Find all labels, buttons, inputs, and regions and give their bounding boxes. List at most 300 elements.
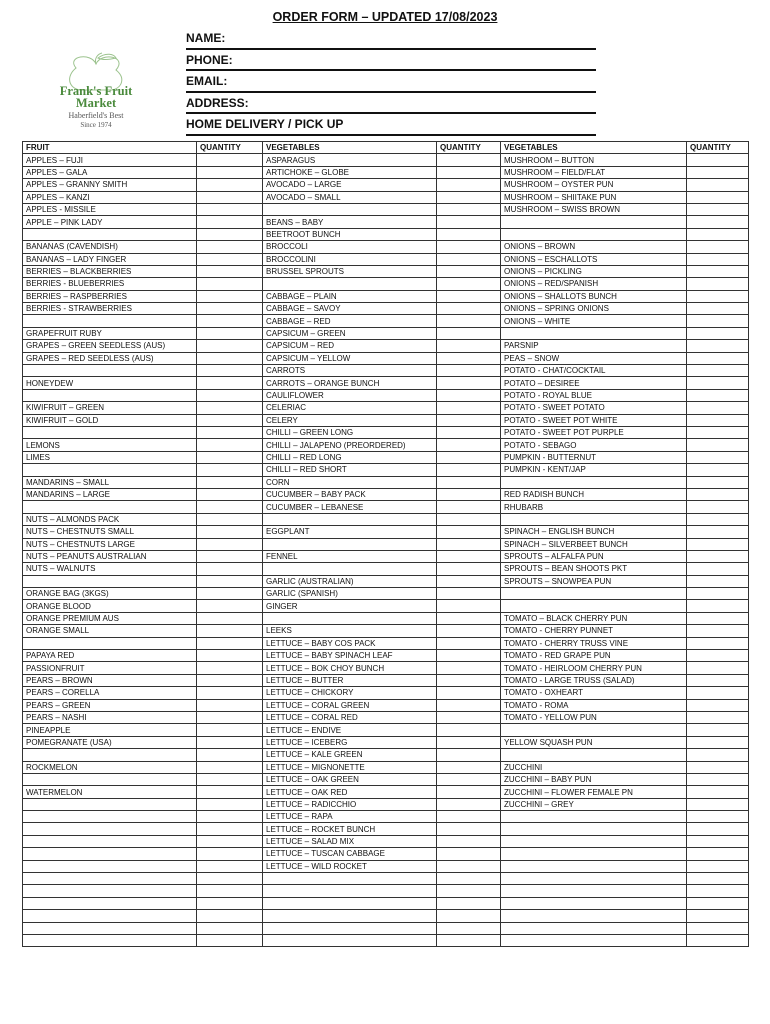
- quantity-cell[interactable]: [687, 303, 749, 315]
- quantity-cell[interactable]: [687, 860, 749, 872]
- vegetable-item: ONIONS – BROWN: [501, 241, 687, 253]
- quantity-cell[interactable]: [687, 154, 749, 166]
- quantity-cell[interactable]: [687, 402, 749, 414]
- quantity-cell[interactable]: [437, 327, 501, 339]
- vegetable-item: BEANS – BABY: [263, 216, 437, 228]
- quantity-cell[interactable]: [197, 922, 263, 934]
- quantity-cell[interactable]: [197, 303, 263, 315]
- quantity-cell[interactable]: [687, 600, 749, 612]
- vegetable-item: LETTUCE – BOK CHOY BUNCH: [263, 662, 437, 674]
- table-row: [23, 265, 749, 277]
- quantity-cell[interactable]: [437, 228, 501, 240]
- table-row: [23, 860, 749, 872]
- quantity-cell[interactable]: [437, 290, 501, 302]
- vegetable-item: [501, 860, 687, 872]
- quantity-cell[interactable]: [197, 687, 263, 699]
- quantity-cell[interactable]: [687, 922, 749, 934]
- fruit-item: APPLES - MISSILE: [23, 203, 197, 215]
- fruit-item: MANDARINS – LARGE: [23, 488, 197, 500]
- quantity-cell[interactable]: [687, 414, 749, 426]
- quantity-cell[interactable]: [687, 848, 749, 860]
- fruit-item: APPLE – PINK LADY: [23, 216, 197, 228]
- quantity-cell[interactable]: [197, 662, 263, 674]
- quantity-cell[interactable]: [437, 600, 501, 612]
- vegetable-item: [501, 476, 687, 488]
- quantity-cell[interactable]: [197, 786, 263, 798]
- quantity-cell[interactable]: [197, 835, 263, 847]
- quantity-cell[interactable]: [437, 513, 501, 525]
- quantity-cell[interactable]: [197, 402, 263, 414]
- quantity-cell[interactable]: [437, 873, 501, 885]
- vegetable-item: BROCCOLINI: [263, 253, 437, 265]
- quantity-cell[interactable]: [197, 389, 263, 401]
- quantity-cell[interactable]: [437, 699, 501, 711]
- quantity-cell[interactable]: [197, 377, 263, 389]
- fruit-header: FRUIT: [23, 142, 197, 154]
- table-row: [23, 389, 749, 401]
- quantity-cell[interactable]: [437, 662, 501, 674]
- quantity-cell[interactable]: [687, 389, 749, 401]
- vegetable-item: LETTUCE – CHICKORY: [263, 687, 437, 699]
- vegetable-item: ZUCCHINI: [501, 761, 687, 773]
- quantity-cell[interactable]: [437, 811, 501, 823]
- fruit-item: [23, 389, 197, 401]
- vegetable-item: LETTUCE – RAPA: [263, 811, 437, 823]
- quantity-cell[interactable]: [687, 278, 749, 290]
- quantity-cell[interactable]: [197, 166, 263, 178]
- quantity-cell[interactable]: [197, 773, 263, 785]
- quantity-cell[interactable]: [197, 650, 263, 662]
- quantity-cell[interactable]: [437, 550, 501, 562]
- quantity-cell[interactable]: [197, 563, 263, 575]
- table-row: [23, 228, 749, 240]
- fruit-item: [23, 873, 197, 885]
- quantity-cell[interactable]: [197, 526, 263, 538]
- quantity-cell[interactable]: [437, 835, 501, 847]
- quantity-cell[interactable]: [687, 352, 749, 364]
- quantity-cell[interactable]: [687, 588, 749, 600]
- quantity-cell[interactable]: [687, 340, 749, 352]
- quantity-cell[interactable]: [197, 699, 263, 711]
- quantity-cell[interactable]: [197, 191, 263, 203]
- quantity-cell[interactable]: [437, 575, 501, 587]
- quantity-cell[interactable]: [197, 501, 263, 513]
- quantity-cell[interactable]: [197, 637, 263, 649]
- quantity-cell[interactable]: [687, 935, 749, 947]
- quantity-cell[interactable]: [687, 699, 749, 711]
- vegetable-item: LETTUCE – CORAL RED: [263, 711, 437, 723]
- quantity-cell[interactable]: [197, 488, 263, 500]
- quantity-cell[interactable]: [687, 538, 749, 550]
- quantity-cell[interactable]: [437, 526, 501, 538]
- quantity-cell[interactable]: [197, 811, 263, 823]
- phone-field[interactable]: PHONE:: [186, 50, 596, 72]
- quantity-cell[interactable]: [197, 823, 263, 835]
- quantity-cell[interactable]: [437, 377, 501, 389]
- quantity-cell[interactable]: [687, 179, 749, 191]
- vegetable-item: CABBAGE – PLAIN: [263, 290, 437, 302]
- quantity-cell[interactable]: [437, 389, 501, 401]
- vegetable-item: RHUBARB: [501, 501, 687, 513]
- quantity-cell[interactable]: [687, 873, 749, 885]
- quantity-cell[interactable]: [687, 526, 749, 538]
- fruit-item: [23, 848, 197, 860]
- quantity-cell[interactable]: [197, 327, 263, 339]
- vegetable-item: GINGER: [263, 600, 437, 612]
- email-field[interactable]: EMAIL:: [186, 71, 596, 93]
- name-field[interactable]: NAME:: [186, 28, 596, 50]
- quantity-cell[interactable]: [437, 439, 501, 451]
- fruit-item: [23, 315, 197, 327]
- quantity-cell[interactable]: [687, 674, 749, 686]
- vegetable-item: [501, 327, 687, 339]
- quantity-cell[interactable]: [687, 724, 749, 736]
- quantity-cell[interactable]: [197, 848, 263, 860]
- table-row: [23, 538, 749, 550]
- vegetable-item: POTATO - SWEET POT PURPLE: [501, 426, 687, 438]
- quantity-cell[interactable]: [197, 873, 263, 885]
- quantity-cell[interactable]: [197, 612, 263, 624]
- quantity-cell[interactable]: [687, 426, 749, 438]
- quantity-cell[interactable]: [687, 476, 749, 488]
- vegetable-item: [263, 873, 437, 885]
- vegetable-item: YELLOW SQUASH PUN: [501, 736, 687, 748]
- quantity-cell[interactable]: [197, 265, 263, 277]
- header-row: [23, 142, 749, 154]
- quantity-cell[interactable]: [687, 761, 749, 773]
- quantity-cell[interactable]: [687, 315, 749, 327]
- quantity-cell[interactable]: [197, 538, 263, 550]
- quantity-cell[interactable]: [437, 203, 501, 215]
- vegetables-header: VEGETABLES: [263, 142, 437, 154]
- fruit-item: [23, 749, 197, 761]
- quantity-cell[interactable]: [687, 365, 749, 377]
- vegetable-item: ONIONS – ESCHALLOTS: [501, 253, 687, 265]
- quantity-cell[interactable]: [197, 513, 263, 525]
- quantity-cell[interactable]: [437, 365, 501, 377]
- vegetable-item: [501, 835, 687, 847]
- quantity-cell[interactable]: [437, 922, 501, 934]
- quantity-cell[interactable]: [687, 451, 749, 463]
- quantity-cell[interactable]: [197, 736, 263, 748]
- quantity-cell[interactable]: [437, 823, 501, 835]
- vegetable-item: LETTUCE – CORAL GREEN: [263, 699, 437, 711]
- vegetable-item: CELERY: [263, 414, 437, 426]
- quantity-cell[interactable]: [197, 253, 263, 265]
- quantity-cell[interactable]: [437, 154, 501, 166]
- fruit-item: APPLES – GALA: [23, 166, 197, 178]
- quantity-cell[interactable]: [197, 711, 263, 723]
- quantity-cell[interactable]: [687, 823, 749, 835]
- quantity-cell[interactable]: [437, 501, 501, 513]
- quantity-cell[interactable]: [687, 550, 749, 562]
- quantity-cell[interactable]: [687, 786, 749, 798]
- vegetable-item: PARSNIP: [501, 340, 687, 352]
- table-row: [23, 191, 749, 203]
- quantity-cell[interactable]: [197, 352, 263, 364]
- quantity-cell[interactable]: [437, 687, 501, 699]
- quantity-cell[interactable]: [437, 736, 501, 748]
- quantity-cell[interactable]: [437, 340, 501, 352]
- page-title: ORDER FORM – UPDATED 17/08/2023: [272, 10, 498, 24]
- vegetable-item: ZUCCHINI – GREY: [501, 798, 687, 810]
- quantity-cell[interactable]: [437, 625, 501, 637]
- quantity-cell[interactable]: [197, 885, 263, 897]
- quantity-cell[interactable]: [437, 538, 501, 550]
- table-row: [23, 674, 749, 686]
- quantity-cell[interactable]: [687, 637, 749, 649]
- table-row: [23, 451, 749, 463]
- quantity-cell[interactable]: [687, 885, 749, 897]
- quantity-cell[interactable]: [197, 600, 263, 612]
- fruit-item: ROCKMELON: [23, 761, 197, 773]
- fruit-item: ORANGE SMALL: [23, 625, 197, 637]
- fruit-item: BANANAS – LADY FINGER: [23, 253, 197, 265]
- table-row: [23, 563, 749, 575]
- quantity-cell[interactable]: [437, 885, 501, 897]
- vegetable-item: ASPARAGUS: [263, 154, 437, 166]
- vegetable-item: TOMATO – BLACK CHERRY PUN: [501, 612, 687, 624]
- quantity-cell[interactable]: [437, 426, 501, 438]
- quantity-cell[interactable]: [437, 749, 501, 761]
- vegetable-item: TOMATO - CHERRY TRUSS VINE: [501, 637, 687, 649]
- quantity-cell[interactable]: [687, 290, 749, 302]
- quantity-cell[interactable]: [437, 352, 501, 364]
- vegetable-item: CAULIFLOWER: [263, 389, 437, 401]
- quantity-cell[interactable]: [437, 798, 501, 810]
- vegetable-item: CHILLI – RED LONG: [263, 451, 437, 463]
- quantity-cell[interactable]: [197, 761, 263, 773]
- fruit-item: [23, 365, 197, 377]
- quantity-cell[interactable]: [197, 451, 263, 463]
- quantity-cell[interactable]: [437, 588, 501, 600]
- quantity-cell[interactable]: [687, 216, 749, 228]
- quantity-cell[interactable]: [197, 315, 263, 327]
- vegetable-item: ZUCCHINI – BABY PUN: [501, 773, 687, 785]
- quantity-cell[interactable]: [687, 650, 749, 662]
- quantity-cell[interactable]: [197, 674, 263, 686]
- vegetable-item: [501, 885, 687, 897]
- quantity-cell[interactable]: [437, 786, 501, 798]
- vegetable-item: [501, 513, 687, 525]
- fruit-item: [23, 823, 197, 835]
- quantity-cell[interactable]: [197, 910, 263, 922]
- table-row: [23, 575, 749, 587]
- quantity-cell[interactable]: [687, 166, 749, 178]
- delivery-pickup-field[interactable]: HOME DELIVERY / PICK UP: [186, 114, 596, 136]
- vegetable-item: LETTUCE – KALE GREEN: [263, 749, 437, 761]
- table-row: [23, 476, 749, 488]
- quantity-cell[interactable]: [437, 897, 501, 909]
- fruit-item: [23, 811, 197, 823]
- quantity-cell[interactable]: [437, 191, 501, 203]
- quantity-cell[interactable]: [437, 216, 501, 228]
- quantity-cell[interactable]: [437, 910, 501, 922]
- quantity-cell[interactable]: [687, 513, 749, 525]
- vegetable-item: SPINACH – SILVERBEET BUNCH: [501, 538, 687, 550]
- quantity-cell[interactable]: [197, 414, 263, 426]
- quantity-cell[interactable]: [437, 464, 501, 476]
- fruit-item: [23, 935, 197, 947]
- quantity-cell[interactable]: [687, 241, 749, 253]
- quantity-cell[interactable]: [437, 166, 501, 178]
- quantity-cell[interactable]: [197, 365, 263, 377]
- table-row: [23, 377, 749, 389]
- quantity-cell[interactable]: [437, 860, 501, 872]
- vegetable-item: CABBAGE – SAVOY: [263, 303, 437, 315]
- logo-line-4: Since 1974: [80, 121, 112, 129]
- quantity-cell[interactable]: [437, 253, 501, 265]
- quantity-cell[interactable]: [687, 327, 749, 339]
- quantity-cell[interactable]: [687, 835, 749, 847]
- quantity-cell[interactable]: [197, 203, 263, 215]
- quantity-cell[interactable]: [687, 563, 749, 575]
- quantity-cell[interactable]: [437, 711, 501, 723]
- fruit-item: [23, 228, 197, 240]
- quantity-cell[interactable]: [437, 724, 501, 736]
- quantity-cell[interactable]: [437, 278, 501, 290]
- fruit-item: BANANAS (CAVENDISH): [23, 241, 197, 253]
- quantity-cell[interactable]: [197, 290, 263, 302]
- vegetable-item: [501, 935, 687, 947]
- quantity-cell[interactable]: [687, 711, 749, 723]
- quantity-cell[interactable]: [437, 265, 501, 277]
- table-row: [23, 935, 749, 947]
- quantity-cell[interactable]: [437, 303, 501, 315]
- vegetable-item: CARROTS – ORANGE BUNCH: [263, 377, 437, 389]
- quantity-cell[interactable]: [437, 563, 501, 575]
- quantity-cell[interactable]: [197, 749, 263, 761]
- table-row: [23, 625, 749, 637]
- quantity-cell[interactable]: [437, 241, 501, 253]
- vegetable-item: TOMATO - YELLOW PUN: [501, 711, 687, 723]
- fruit-item: WATERMELON: [23, 786, 197, 798]
- vegetable-item: MUSHROOM – SWISS BROWN: [501, 203, 687, 215]
- quantity-cell[interactable]: [197, 798, 263, 810]
- quantity-cell[interactable]: [687, 736, 749, 748]
- quantity-cell[interactable]: [437, 650, 501, 662]
- quantity-cell[interactable]: [437, 488, 501, 500]
- quantity-cell[interactable]: [197, 278, 263, 290]
- quantity-cell[interactable]: [687, 488, 749, 500]
- quantity-cell[interactable]: [687, 910, 749, 922]
- quantity-cell[interactable]: [197, 625, 263, 637]
- quantity-cell[interactable]: [437, 674, 501, 686]
- quantity-cell[interactable]: [687, 377, 749, 389]
- quantity-cell[interactable]: [197, 439, 263, 451]
- quantity-cell[interactable]: [437, 414, 501, 426]
- fruit-item: [23, 575, 197, 587]
- fruit-item: GRAPES – GREEN SEEDLESS (AUS): [23, 340, 197, 352]
- quantity-cell[interactable]: [437, 451, 501, 463]
- quantity-cell[interactable]: [687, 265, 749, 277]
- vegetable-item: [263, 935, 437, 947]
- fruit-item: ORANGE PREMIUM AUS: [23, 612, 197, 624]
- table-row: [23, 835, 749, 847]
- quantity-cell[interactable]: [687, 773, 749, 785]
- quantity-cell[interactable]: [437, 315, 501, 327]
- vegetable-item: ARTICHOKE – GLOBE: [263, 166, 437, 178]
- quantity-cell[interactable]: [687, 501, 749, 513]
- quantity-cell[interactable]: [687, 228, 749, 240]
- vegetable-item: ONIONS – WHITE: [501, 315, 687, 327]
- quantity-cell[interactable]: [197, 476, 263, 488]
- quantity-cell[interactable]: [437, 612, 501, 624]
- quantity-cell[interactable]: [687, 612, 749, 624]
- quantity-cell[interactable]: [437, 637, 501, 649]
- vegetable-item: PEAS – SNOW: [501, 352, 687, 364]
- vegetable-item: CHILLI – JALAPENO (PREORDERED): [263, 439, 437, 451]
- quantity-cell[interactable]: [437, 935, 501, 947]
- quantity-cell[interactable]: [197, 154, 263, 166]
- quantity-cell[interactable]: [687, 897, 749, 909]
- vegetable-item: [263, 885, 437, 897]
- quantity-cell[interactable]: [197, 897, 263, 909]
- vegetable-item: LETTUCE – ROCKET BUNCH: [263, 823, 437, 835]
- quantity-cell[interactable]: [687, 203, 749, 215]
- vegetable-item: AVOCADO – SMALL: [263, 191, 437, 203]
- table-row: [23, 303, 749, 315]
- quantity-cell[interactable]: [437, 402, 501, 414]
- quantity-cell[interactable]: [197, 179, 263, 191]
- quantity-cell[interactable]: [687, 439, 749, 451]
- fruit-item: NUTS – PEANUTS AUSTRALIAN: [23, 550, 197, 562]
- fruit-item: HONEYDEW: [23, 377, 197, 389]
- quantity-cell[interactable]: [197, 575, 263, 587]
- vegetable-item: MUSHROOM – FIELD/FLAT: [501, 166, 687, 178]
- fruit-item: BERRIES - STRAWBERRIES: [23, 303, 197, 315]
- quantity-cell[interactable]: [687, 253, 749, 265]
- quantity-cell[interactable]: [437, 761, 501, 773]
- quantity-cell[interactable]: [687, 662, 749, 674]
- vegetable-item: CUCUMBER – LEBANESE: [263, 501, 437, 513]
- quantity-cell[interactable]: [197, 241, 263, 253]
- quantity-cell[interactable]: [687, 749, 749, 761]
- quantity-cell[interactable]: [687, 811, 749, 823]
- quantity-cell[interactable]: [197, 724, 263, 736]
- vegetable-item: [501, 600, 687, 612]
- quantity-cell[interactable]: [437, 179, 501, 191]
- quantity-cell[interactable]: [197, 340, 263, 352]
- vegetable-item: [501, 873, 687, 885]
- quantity-cell[interactable]: [197, 860, 263, 872]
- table-row: [23, 600, 749, 612]
- quantity-cell[interactable]: [437, 476, 501, 488]
- quantity-cell[interactable]: [687, 575, 749, 587]
- quantity-cell[interactable]: [197, 935, 263, 947]
- quantity-cell[interactable]: [197, 228, 263, 240]
- quantity-cell[interactable]: [687, 625, 749, 637]
- table-row: [23, 550, 749, 562]
- quantity-cell[interactable]: [197, 426, 263, 438]
- quantity-cell[interactable]: [437, 773, 501, 785]
- quantity-cell[interactable]: [687, 687, 749, 699]
- table-row: [23, 253, 749, 265]
- quantity-cell[interactable]: [197, 464, 263, 476]
- fruit-item: [23, 637, 197, 649]
- quantity-cell[interactable]: [197, 550, 263, 562]
- quantity-cell[interactable]: [197, 216, 263, 228]
- quantity-cell[interactable]: [687, 191, 749, 203]
- vegetable-item: EGGPLANT: [263, 526, 437, 538]
- quantity-cell[interactable]: [687, 464, 749, 476]
- quantity-cell[interactable]: [197, 588, 263, 600]
- quantity-cell[interactable]: [437, 848, 501, 860]
- quantity-cell[interactable]: [687, 798, 749, 810]
- vegetable-item: TOMATO - LARGE TRUSS (SALAD): [501, 674, 687, 686]
- table-row: [23, 241, 749, 253]
- address-field[interactable]: ADDRESS:: [186, 93, 596, 115]
